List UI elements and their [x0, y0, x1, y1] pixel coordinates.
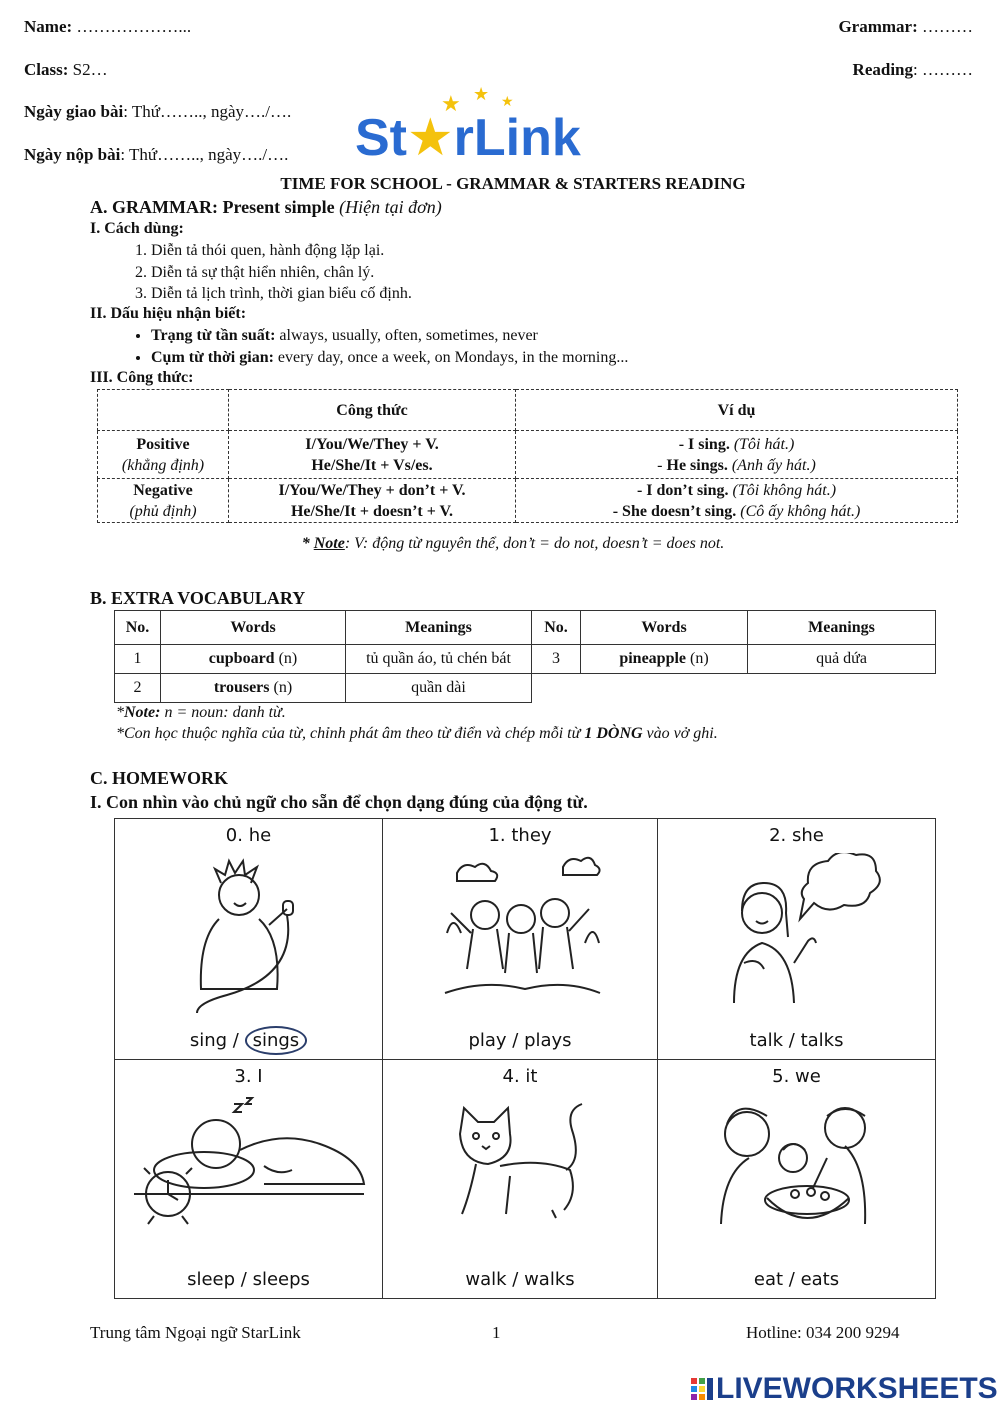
verb-options: eat / eats: [753, 1269, 840, 1290]
name-blank[interactable]: ………………...: [76, 17, 192, 36]
verb-options: walk / walks: [465, 1269, 575, 1290]
exercise-cell: [383, 819, 658, 1060]
usage-heading: I. Cách dùng:: [90, 220, 184, 237]
vocab-word: pineapple (n): [581, 645, 748, 674]
submit-label: Ngày nộp bài: [24, 145, 121, 164]
subject-label: 0. he: [225, 825, 272, 846]
list-item: 1. Diễn tả thói quen, hành động lặp lại.: [151, 240, 412, 262]
option-1[interactable]: sing: [189, 1030, 228, 1051]
col-no: No.: [115, 611, 161, 645]
row-example: - I don’t sing. (Tôi không hát.) - She doesn’t sing. (Cô ấy không hát.): [516, 479, 958, 523]
vocab-note-1: *Note: n = noun: danh từ.: [116, 704, 286, 721]
exercise-cell: [383, 1060, 658, 1298]
list-item: 2. Diễn tả sự thật hiển nhiên, chân lý.: [151, 262, 412, 284]
exercise-grid: [114, 818, 936, 1299]
signs-list: [116, 325, 628, 369]
verb-options: sing / sings: [115, 1030, 382, 1051]
row-formula: I/You/We/They + V. He/She/It + Vs/es.: [229, 431, 516, 479]
vocabulary-table: [114, 610, 936, 703]
reading-blank: : ………: [913, 60, 973, 79]
col-words: Words: [581, 611, 748, 645]
list-item: 3. Diễn tả lịch trình, thời gian biểu cố định.: [151, 283, 412, 305]
list-item: • Trạng từ tần suất: always, usually, often, sometimes, never: [151, 325, 628, 347]
table-row: [98, 431, 958, 479]
table-header-example: Ví dụ: [516, 390, 958, 431]
col-meanings: Meanings: [748, 611, 936, 645]
class-value: S2…: [72, 60, 108, 79]
star-icon: ★: [501, 94, 514, 110]
subject-label: 3. I: [234, 1066, 263, 1087]
list-item: • Cụm từ thời gian: every day, once a week, on Mondays, in the morning...: [151, 347, 628, 369]
exercise-cell: [658, 819, 935, 1060]
vocab-note-2: *Con học thuộc nghĩa của từ, chỉnh phát âm theo từ điển và chép mỗi từ 1 DÒNG vào vở ghi.: [116, 725, 718, 742]
option-1[interactable]: play: [468, 1030, 507, 1051]
table-row: [115, 645, 936, 674]
woman-talking-icon: [712, 853, 882, 1013]
starlink-logo: [355, 84, 605, 167]
reading-label: Reading: [852, 60, 914, 79]
vocab-no: 3: [532, 645, 581, 674]
footer-center-name: Trung tâm Ngoại ngữ StarLink: [90, 1323, 301, 1342]
table-empty: [532, 674, 936, 703]
col-words: Words: [161, 611, 346, 645]
section-a-heading: A. GRAMMAR: Present simple (Hiện tại đơn): [90, 197, 442, 217]
subject-label: 1. they: [488, 825, 552, 846]
option-2[interactable]: walks: [524, 1269, 575, 1290]
table-header-formula: Công thức: [229, 390, 516, 431]
row-example: - I sing. (Tôi hát.) - He sings. (Anh ấy hát.): [516, 431, 958, 479]
grammar-score: [838, 17, 973, 37]
vocab-word: cupboard (n): [161, 645, 346, 674]
vocab-no: 1: [115, 645, 161, 674]
option-1[interactable]: talk: [749, 1030, 784, 1051]
option-2-selected[interactable]: sings: [245, 1026, 308, 1055]
grammar-blank: ………: [922, 17, 973, 36]
vocab-no: 2: [115, 674, 161, 703]
option-2[interactable]: talks: [800, 1030, 844, 1051]
section-c-heading: C. HOMEWORK: [90, 768, 228, 788]
col-no: No.: [532, 611, 581, 645]
grammar-label: Grammar:: [838, 17, 918, 36]
row-type: Positive (khẳng định): [98, 431, 229, 479]
vocab-word: trousers (n): [161, 674, 346, 703]
verb-options: talk / talks: [749, 1030, 844, 1051]
star-icon: ★: [473, 84, 490, 105]
page-number: 1: [492, 1323, 501, 1342]
children-playing-icon: [435, 853, 605, 1003]
row-type: Negative (phủ định): [98, 479, 229, 523]
class-label: Class:: [24, 60, 69, 79]
assign-date-line: [24, 102, 291, 122]
assign-label: Ngày giao bài: [24, 102, 124, 121]
col-meanings: Meanings: [346, 611, 532, 645]
name-label: Name:: [24, 17, 73, 36]
star-icon: ★: [441, 92, 461, 117]
assign-value: : Thứ…….., ngày…./….: [123, 102, 292, 121]
name-line: [24, 17, 191, 37]
vocab-meaning: quả dứa: [748, 645, 936, 674]
class-line: [24, 60, 108, 80]
formula-heading: III. Công thức:: [90, 369, 194, 386]
exercise-instruction: I. Con nhìn vào chủ ngữ cho sẵn để chọn dạng đúng của động từ.: [90, 792, 588, 812]
subject-label: 5. we: [772, 1066, 821, 1087]
reading-score: [853, 60, 973, 80]
vocab-meaning: quần dài: [346, 674, 532, 703]
man-sleeping-icon: [124, 1094, 374, 1234]
footer-hotline: Hotline: 034 200 9294: [746, 1323, 900, 1342]
usage-list: [116, 240, 412, 305]
option-2[interactable]: sleeps: [252, 1269, 310, 1290]
option-1[interactable]: eat: [753, 1269, 784, 1290]
exercise-cell: [115, 1060, 383, 1298]
table-row: [115, 674, 936, 703]
liveworksheets-logo-icon: [691, 1378, 713, 1400]
cat-walking-icon: [440, 1094, 600, 1234]
option-1[interactable]: sleep: [187, 1269, 236, 1290]
boy-singing-icon: [179, 853, 319, 1013]
logo-wordmark: St★rLink: [355, 109, 581, 167]
formula-note: * Note: V: động từ nguyên thể, don’t = do not, doesn’t = does not.: [301, 535, 725, 552]
verb-options: sleep / sleeps: [187, 1269, 310, 1290]
logo-star-icon: ★: [407, 109, 454, 167]
option-1[interactable]: walk: [465, 1269, 507, 1290]
formula-table: [97, 389, 958, 523]
section-b-heading: B. EXTRA VOCABULARY: [90, 588, 306, 608]
subject-label: 4. it: [502, 1066, 538, 1087]
worksheet-title: TIME FOR SCHOOL - GRAMMAR & STARTERS READING: [280, 174, 746, 193]
row-formula: I/You/We/They + don’t + V. He/She/It + doesn’t + V.: [229, 479, 516, 523]
signs-heading: II. Dấu hiệu nhận biết:: [90, 305, 247, 322]
option-2[interactable]: eats: [800, 1269, 840, 1290]
exercise-cell: [658, 1060, 935, 1298]
submit-date-line: [24, 145, 288, 165]
subject-label: 2. she: [769, 825, 824, 846]
family-eating-icon: [707, 1094, 887, 1234]
option-2[interactable]: plays: [524, 1030, 572, 1051]
table-header-empty: [98, 390, 229, 431]
vocab-meaning: tủ quần áo, tủ chén bát: [346, 645, 532, 674]
submit-value: : Thứ…….., ngày…./….: [120, 145, 289, 164]
table-row: [98, 479, 958, 523]
verb-options: play / plays: [468, 1030, 572, 1051]
liveworksheets-watermark: LIVEWORKSHEETS: [691, 1372, 998, 1406]
exercise-cell: [115, 819, 383, 1060]
